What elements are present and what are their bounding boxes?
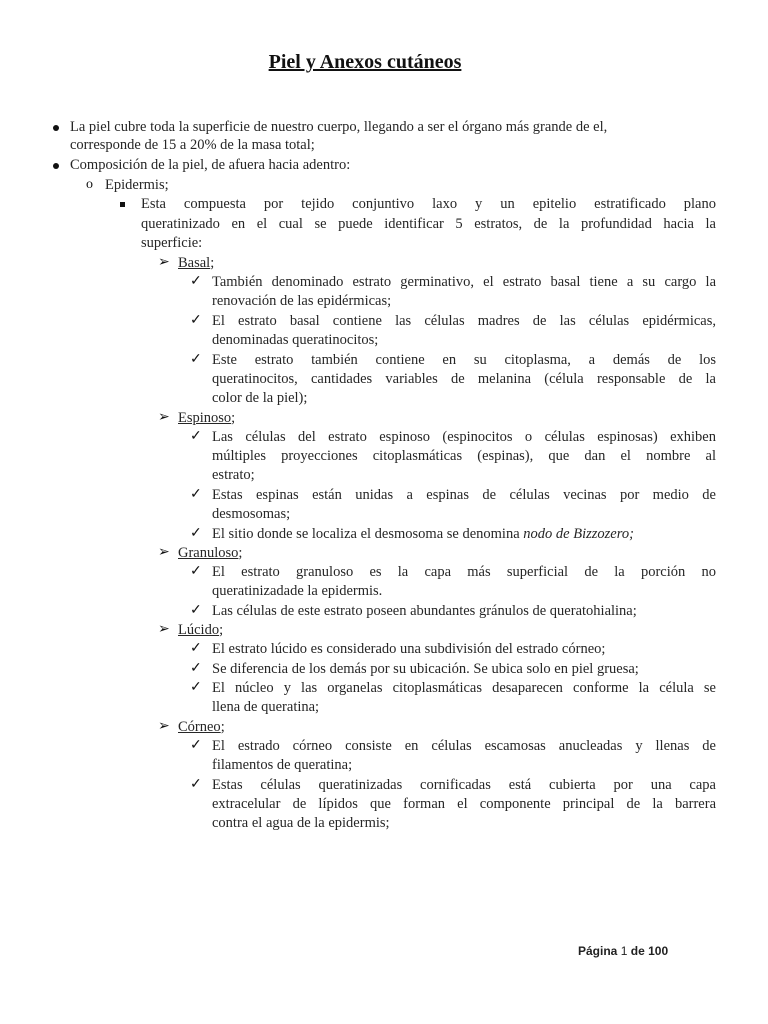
check-icon: ✓ — [190, 738, 202, 753]
check-icon: ✓ — [190, 429, 202, 444]
epidermis-desc-line: Esta compuesta por tejido conjuntivo laxo y un epitelio estratificado plano — [141, 196, 716, 212]
check-icon: ✓ — [190, 680, 202, 695]
stratum-basal: Basal; — [178, 255, 215, 271]
check-icon: ✓ — [190, 313, 202, 328]
check-icon: ✓ — [190, 641, 202, 656]
epidermis-desc-line: queratinizado en el cual se puede identificar 5 estratos, de la profundidad hacia la — [141, 216, 716, 232]
circle-bullet-icon: o — [86, 177, 93, 192]
item-line: color de la piel); — [212, 390, 308, 406]
check-icon: ✓ — [190, 603, 202, 618]
item-line: extracelular de lípidos que forman el componente principal de la barrera — [212, 796, 716, 812]
check-icon: ✓ — [190, 661, 202, 676]
bullet-icon — [53, 125, 59, 131]
item-line: queratinizadade la epidermis. — [212, 583, 383, 599]
arrow-icon: ➢ — [158, 622, 170, 637]
item-line: denominadas queratinocitos; — [212, 332, 379, 348]
item-line: El estrado córneo consiste en células escamosas anucleadas y llenas de — [212, 738, 716, 754]
intro-line-1: La piel cubre toda la superficie de nuestro cuerpo, llegando a ser el órgano más grande de el, — [70, 119, 608, 135]
check-icon: ✓ — [190, 777, 202, 792]
item-line: múltiples proyecciones citoplasmáticas (espinas), que dan el nombre al — [212, 448, 716, 464]
page-number: Página 1 de 100 — [578, 944, 669, 958]
stratum-espinoso: Espinoso; — [178, 410, 236, 426]
item-line: renovación de las epidérmicas; — [212, 293, 392, 309]
item-line: Este estrato también contiene en su citoplasma, a demás de los — [212, 352, 716, 368]
item-line: El núcleo y las organelas citoplasmáticas desaparecen conforme la célula se — [212, 680, 716, 696]
item-line: llena de queratina; — [212, 699, 320, 715]
epidermis-desc-line: superficie: — [141, 235, 203, 251]
stratum-corneo: Córneo; — [178, 719, 225, 735]
check-icon: ✓ — [190, 526, 202, 541]
arrow-icon: ➢ — [158, 255, 170, 270]
check-icon: ✓ — [190, 487, 202, 502]
square-bullet-icon — [120, 202, 125, 207]
arrow-icon: ➢ — [158, 719, 170, 734]
item-line: queratinocitos, cantidades variables de melanina (célula responsable de la — [212, 371, 716, 387]
arrow-icon: ➢ — [158, 545, 170, 560]
item-line: Las células del estrato espinoso (espinocitos o células espinosas) exhiben — [212, 429, 716, 445]
item-line: También denominado estrato germinativo, el estrato basal tiene a su cargo la — [212, 274, 716, 290]
item-line: Estas espinas están unidas a espinas de células vecinas por medio de — [212, 487, 716, 503]
item-line: filamentos de queratina; — [212, 757, 353, 773]
item-line: Estas células queratinizadas cornificadas está cubierta por una capa — [212, 777, 716, 793]
item-line: Se diferencia de los demás por su ubicación. Se ubica solo en piel gruesa; — [212, 661, 639, 677]
stratum-granuloso: Granuloso; — [178, 545, 243, 561]
intro-line-2: corresponde de 15 a 20% de la masa total; — [70, 137, 315, 153]
check-icon: ✓ — [190, 564, 202, 579]
arrow-icon: ➢ — [158, 410, 170, 425]
check-icon: ✓ — [190, 352, 202, 367]
item-line: contra el agua de la epidermis; — [212, 815, 390, 831]
stratum-lucido: Lúcido; — [178, 622, 224, 638]
item-line: estrato; — [212, 467, 255, 483]
item-line: Las células de este estrato poseen abundantes gránulos de queratohialina; — [212, 603, 637, 619]
item-line: El estrato granuloso es la capa más superficial de la porción no — [212, 564, 716, 580]
item-line: El sitio donde se localiza el desmosoma se denomina nodo de Bizzozero; — [212, 526, 634, 542]
item-line: desmosomas; — [212, 506, 291, 522]
item-line: El estrato lúcido es considerado una subdivisión del estrado córneo; — [212, 641, 606, 657]
epidermis-heading: Epidermis; — [105, 177, 169, 193]
check-icon: ✓ — [190, 274, 202, 289]
item-line: El estrato basal contiene las células madres de las células epidérmicas, — [212, 313, 716, 329]
bullet-icon — [53, 163, 59, 169]
composition-text: Composición de la piel, de afuera hacia adentro: — [70, 157, 351, 173]
document-title: Piel y Anexos cutáneos — [268, 51, 462, 73]
